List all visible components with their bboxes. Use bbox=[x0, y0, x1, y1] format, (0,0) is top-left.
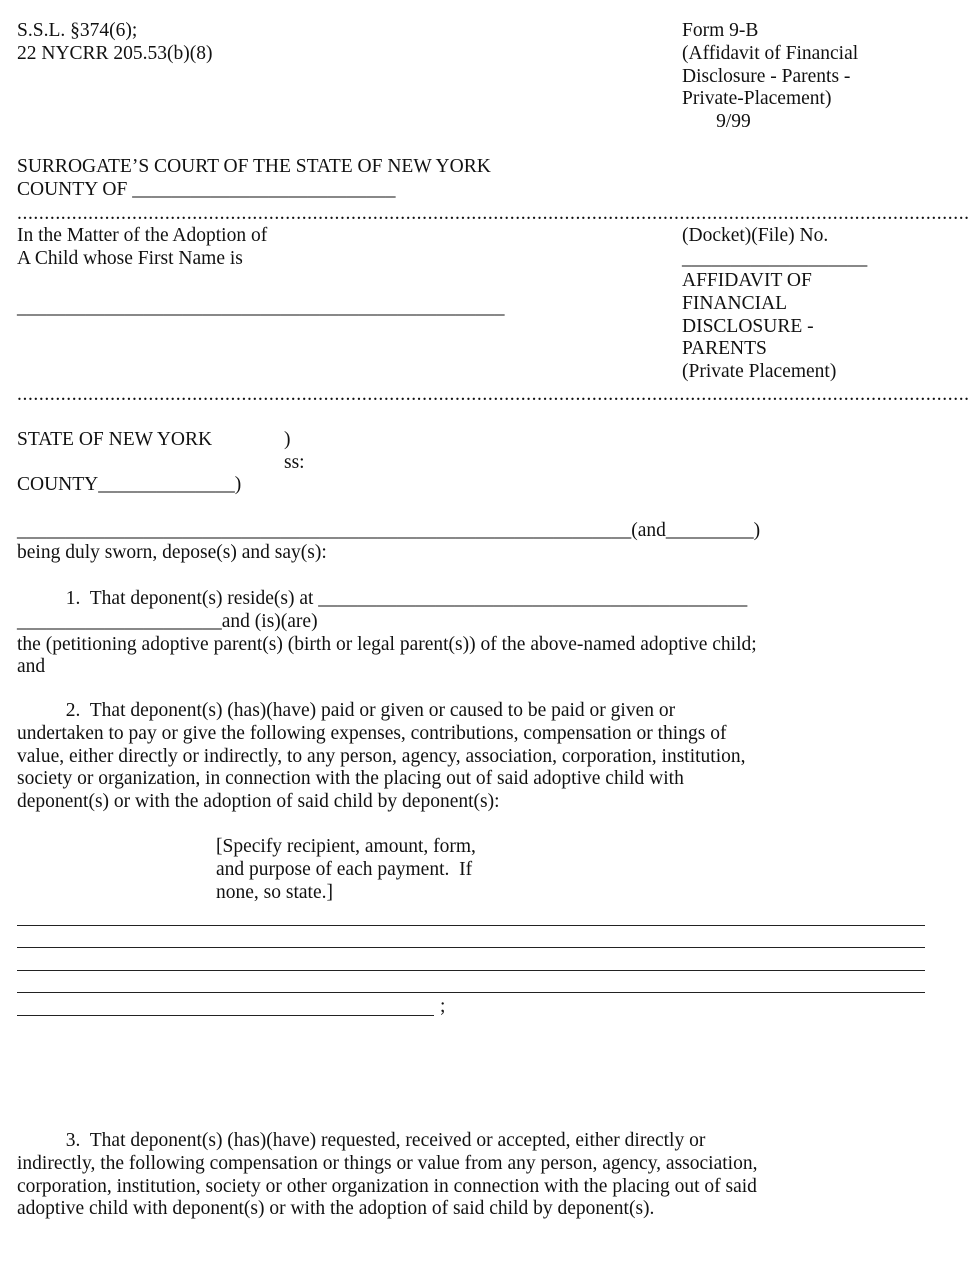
note-line: none, so state.] bbox=[216, 881, 333, 903]
paragraph-line: value, either directly or indirectly, to any person, agency, association, corporation, institution, bbox=[17, 745, 746, 767]
paragraph-line: and bbox=[17, 656, 46, 678]
answer-line[interactable] bbox=[17, 947, 925, 948]
form-info-line: Private-Placement) bbox=[682, 88, 832, 110]
answer-line[interactable] bbox=[17, 925, 925, 926]
venue-ss: ss: bbox=[284, 452, 305, 473]
answer-line[interactable] bbox=[17, 970, 925, 971]
statute-line: 22 NYCRR 205.53(b)(8) bbox=[17, 42, 213, 64]
sworn-statement: being duly sworn, depose(s) and say(s): bbox=[17, 542, 327, 563]
answer-terminator: ; bbox=[440, 996, 446, 1017]
title-line: PARENTS bbox=[682, 338, 767, 360]
court-name: SURROGATE’S COURT OF THE STATE OF NEW YORK bbox=[17, 156, 491, 177]
court-heading bbox=[17, 156, 491, 202]
title-line: DISCLOSURE - bbox=[682, 315, 814, 337]
paragraph-line: the (petitioning adoptive parent(s) (birth or legal parent(s)) of the above-named adoptive child; bbox=[17, 633, 757, 655]
statute-reference bbox=[17, 20, 213, 66]
form-info-line: (Affidavit of Financial bbox=[682, 42, 859, 64]
form-info bbox=[682, 20, 858, 134]
paragraph-line: _____________________and (is)(are) bbox=[17, 610, 318, 632]
paragraph-line: undertaken to pay or give the following expenses, contributions, compensation or things of bbox=[17, 722, 727, 744]
docket-number-field[interactable]: ___________________ bbox=[682, 248, 868, 269]
specify-note bbox=[216, 836, 476, 904]
paragraph-line: 2. That deponent(s) (has)(have) paid or given or caused to be paid or given or bbox=[17, 700, 676, 721]
paragraph-line: corporation, institution, society or other organization in connection with the placing out of said bbox=[17, 1175, 757, 1197]
note-line: and purpose of each payment. If bbox=[216, 858, 473, 880]
paragraph-line: 3. That deponent(s) (has)(have) requested, received or accepted, either directly or bbox=[17, 1130, 706, 1151]
form-info-line: Form 9-B bbox=[682, 20, 759, 41]
dotted-separator: .............................................................................................................................................................................. bbox=[17, 384, 970, 405]
deponent-name-field[interactable]: _______________________________________________________________(and_________) bbox=[17, 520, 761, 541]
venue-county-field[interactable]: COUNTY______________) bbox=[17, 474, 242, 495]
venue-paren: ) bbox=[284, 429, 291, 450]
paragraph-line: 1. That deponent(s) reside(s) at ____________________________________________ bbox=[17, 588, 748, 609]
county-field[interactable]: COUNTY OF ___________________________ bbox=[17, 178, 396, 200]
venue-state: STATE OF NEW YORK bbox=[17, 429, 213, 450]
note-line: [Specify recipient, amount, form, bbox=[216, 836, 476, 857]
caption-matter bbox=[17, 225, 267, 271]
form-info-line: 9/99 bbox=[682, 111, 751, 133]
statute-line: S.S.L. §374(6); bbox=[17, 20, 138, 41]
paragraph-line: adoptive child with deponent(s) or with the adoption of said child by deponent(s). bbox=[17, 1198, 655, 1220]
title-line: FINANCIAL bbox=[682, 292, 788, 314]
child-first-name-field[interactable]: __________________________________________________ bbox=[17, 297, 505, 318]
paragraph-2 bbox=[17, 700, 746, 814]
form-info-line: Disclosure - Parents - bbox=[682, 65, 851, 87]
title-line: (Private Placement) bbox=[682, 361, 837, 383]
paragraph-line: society or organization, in connection with the placing out of said adoptive child with bbox=[17, 768, 684, 790]
paragraph-1 bbox=[17, 588, 757, 679]
docket-label: (Docket)(File) No. bbox=[682, 225, 829, 246]
caption-line: In the Matter of the Adoption of bbox=[17, 225, 268, 246]
paragraph-line: indirectly, the following compensation or things or value from any person, agency, association, bbox=[17, 1152, 758, 1174]
document-title bbox=[682, 270, 836, 384]
paragraph-line: deponent(s) or with the adoption of said child by deponent(s): bbox=[17, 791, 500, 813]
title-line: AFFIDAVIT OF bbox=[682, 270, 812, 291]
answer-line[interactable] bbox=[17, 992, 925, 993]
answer-line[interactable] bbox=[17, 1015, 434, 1016]
paragraph-3 bbox=[17, 1130, 757, 1221]
caption-line: A Child whose First Name is bbox=[17, 247, 243, 269]
dotted-separator: .............................................................................................................................................................................. bbox=[17, 203, 970, 224]
